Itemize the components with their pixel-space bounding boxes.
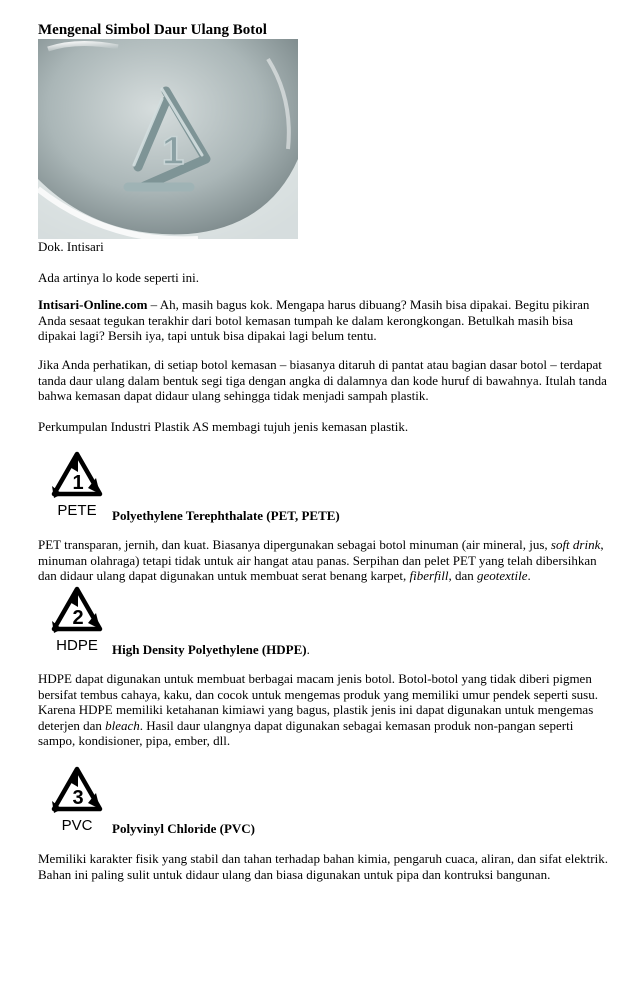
type-2-desc-part: HDPE dapat digunakan untuk membuat berbagai macam jenis botol. Botol-botol yang tidak diberi pigmen bersifat tembus cahaya, kaku, dan cocok untuk mengemas produk yang memiliki umur pendek seperti susu. Karena HDPE memiliki ketahanan kimiawi yang bagus, plastik jenis ini dapat digunakan untuk mengemas deterjen dan <box>38 671 598 733</box>
type-1-desc-em: fiberfill, <box>409 568 452 583</box>
type-2-title-suffix: . <box>306 642 310 657</box>
bottle-photo-image <box>38 39 298 239</box>
paragraph-2: Jika Anda perhatikan, di setiap botol kemasan – biasanya ditaruh di pantat atau bagian dasar botol – terdapat tanda daur ulang dalam bentuk segi tiga dengan angka di dalamnya dan kode huruf di bawahnya. Itulah tanda bahwa kemasan dapat didaur ulang sehingga tidak menjadi sampah plastik. <box>38 357 607 403</box>
type-2-desc-part: . Hasil daur ulangnya dapat digunakan sebagai kemasan produk non-pangan seperti sampo, kondisioner, pipa, ember, dll. <box>38 717 574 748</box>
recycle-symbol-3-icon <box>48 763 106 833</box>
type-2-description <box>38 671 608 749</box>
type-3-description: Memiliki karakter fisik yang stabil dan tahan terhadap bahan kimia, pengaruh cuaca, aliran, dan sifat elektrik. Bahan ini paling sulit untuk didaur ulang dan biasa digunakan untuk pipa dan kontruksi bangunan. <box>38 851 608 882</box>
type-2-title-text: High Density Polyethylene (HDPE) <box>112 642 307 657</box>
type-1-description <box>38 537 608 584</box>
recycle-symbol-1-code: PETE <box>57 502 97 518</box>
page-title: Mengenal Simbol Daur Ulang Botol <box>38 22 267 38</box>
type-1-desc-part: . <box>527 568 531 583</box>
type-1-desc-part: , minuman olahraga) tetapi tidak untuk air hangat atau panas. Serpihan dan pelet PET yang telah dibersihkan dan didaur ulang dapat digunakan untuk membuat serat benang karpet, <box>38 537 604 583</box>
recycle-symbol-2-code: HDPE <box>56 637 98 653</box>
type-2-desc-em: bleach <box>105 717 140 733</box>
bottle-photo <box>38 39 298 239</box>
recycle-symbol-1-icon <box>48 448 106 518</box>
paragraph-1-text: – Ah, masih bagus kok. Mengapa harus dibuang? Masih bisa dipakai. Begitu pikiran Anda sesaat tegukan terakhir dari botol kemasan tumpah ke dalam kerongkongan. Betulkah masih bisa dipakai lagi? Bersih iya, tapi untuk bisa dipakai lagi belum tentu. <box>38 297 590 343</box>
recycle-symbol-2-icon <box>48 583 106 653</box>
recycle-symbol-3-number: 3 <box>72 787 84 809</box>
type-3-title: Polyvinyl Chloride (PVC) <box>112 821 255 836</box>
photo-caption: Dok. Intisari <box>38 239 104 254</box>
photo-symbol-number: 1 <box>161 129 185 173</box>
type-1-title: Polyethylene Terephthalate (PET, PETE) <box>112 508 340 523</box>
paragraph-1 <box>38 297 608 344</box>
type-1-desc-part: PET transparan, jernih, dan kuat. Biasanya dipergunakan sebagai botol minuman (air mineral, jus, <box>38 537 551 552</box>
type-1-desc-em: geotextile <box>477 568 528 583</box>
type-1-desc-em: soft drink <box>550 537 601 552</box>
intro-paragraph: Ada artinya lo kode seperti ini. <box>38 270 200 285</box>
type-1-desc-part: dan <box>451 568 477 583</box>
recycle-symbol-3-code: PVC <box>61 817 93 833</box>
source-name: Intisari-Online.com <box>38 297 148 312</box>
recycle-symbol-2-number: 2 <box>72 607 84 629</box>
recycle-symbol-1-number: 1 <box>72 472 84 494</box>
paragraph-3: Perkumpulan Industri Plastik AS membagi tujuh jenis kemasan plastik. <box>38 419 409 434</box>
type-2-title <box>112 642 310 658</box>
